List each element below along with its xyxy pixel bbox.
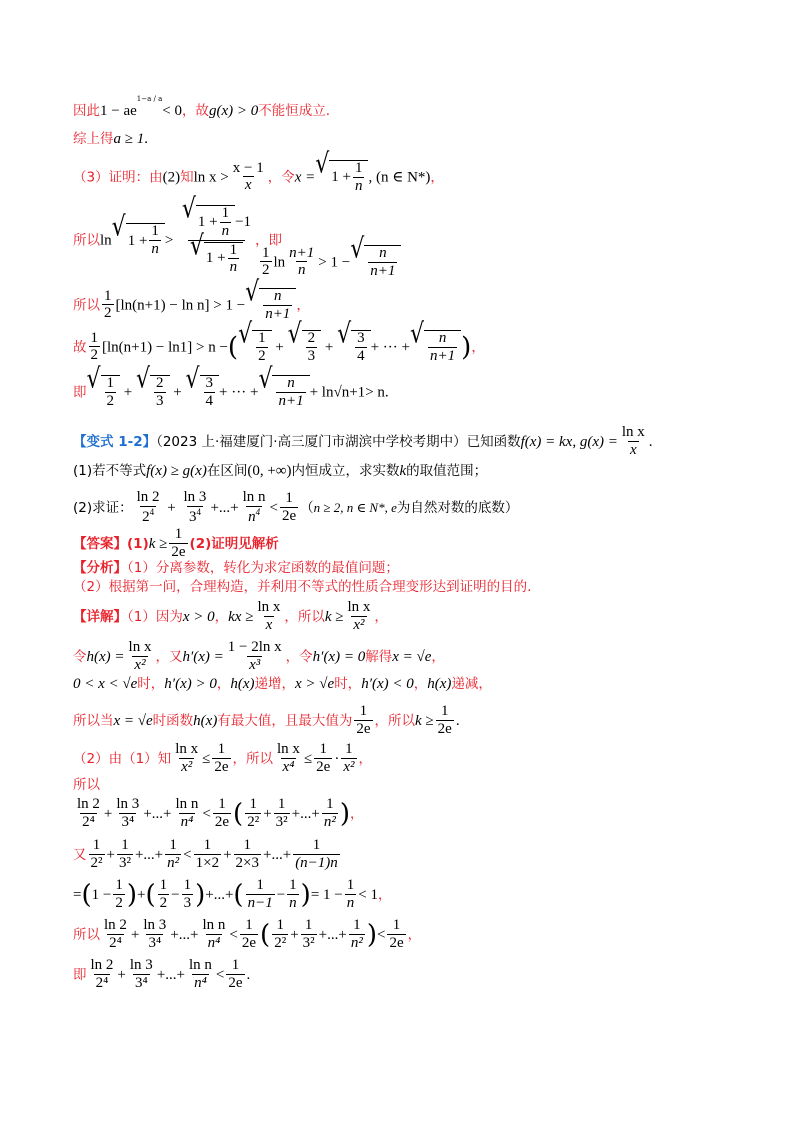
- line-5: $\frac{1}{2}$ ln $\frac{n+1}{n}$ > 1 − √ n n+1: [258, 245, 401, 280]
- answer: 【答案】(1)k ≥ $\frac{1}{2e}$ (2)证明见解析: [73, 526, 279, 560]
- line-2: 综上得a ≥ 1.: [73, 131, 148, 147]
- line-13: 所以: [73, 777, 100, 793]
- analysis-1: 【分析】（1）分离参数，转化为求定函数的最值问题；: [73, 560, 399, 576]
- line-4: 所以ln √ 1 + $\frac{1}{n}$ > √ 1 + $\frac{1}{n}$ −1 √ 1 + $\frac{1}{n}$ ，即: [73, 193, 283, 276]
- line-17: 所以 $\frac{\ln 2}{\text{2⁴}}$ + $\frac{\ln 3}{\text{3⁴}}$ +...+ $\frac{\text{ln n}}{\text{n⁴}}$ < $\frac{1}{2e}$ ( $\frac{1}{\text{2²}}$ + $\frac{1}{\text{3²}}$ +...+ $\frac{1}{\text{n²}}$ )< $\frac{1}{2e}$ ，: [73, 917, 422, 951]
- line-1: 因此$1 - ae^{1-a / a}< 0$，故g(x) > 0不能恒成立.: [73, 95, 331, 119]
- line-18: 即 $\frac{\ln 2}{\text{2⁴}}$ + $\frac{\ln 3}{\text{3⁴}}$ +...+ $\frac{\text{ln n}}{\text{n⁴}}$ < $\frac{1}{2e}$ .: [73, 957, 251, 991]
- line-3: （3）证明：由(2)知ln x > $\frac{x - 1}{x}$ ，令x = √ 1 + $\frac{1}{n}$ , (n ∈ N*)，: [73, 148, 444, 194]
- line-10: 0 < x < √e时，h′(x) > 0，h(x)递增，x > √e时，h′(x) < 0，h(x)递减，: [73, 676, 492, 692]
- question-1: (1)若不等式f(x) ≥ g(x)在区间(0, +∞)内恒成立，求实数k的取值范围；: [73, 463, 488, 479]
- line-7: 故 $\frac{1}{2}$ [ln(n+1) − ln1] > n −( √ 1 2 + √ 2 3 + √ 3 4 + ··· + √ n n+1 )，: [73, 318, 485, 364]
- detail-1: 【详解】（1）因为x > 0，kx ≥ $\frac{\text{ln x}}{x}$ ，所以k ≥ $\frac{\text{ln x}}{\text{x²}}$ ，: [73, 599, 388, 633]
- line-16: =(1 − $\frac{1}{2}$ )+( $\frac{1}{2}$ − $\frac{1}{3}$ )+...+( $\frac{1}{n-1}$ − $\frac{1}{n}$ )= 1 − $\frac{1}{n}$ < 1，: [73, 877, 392, 911]
- question-2: (2)求证： $\frac{\ln 2}{2^4}$ + $\frac{\ln 3}{3^4}$ +...+ $\frac{\text{ln n}}{n^4}$ < $\frac{1}{2e}$ （n ≥ 2, n ∈ N*, e为自然对数的底数）: [73, 489, 519, 525]
- line-14: $\frac{\ln 2}{\text{2⁴}}$ + $\frac{\ln 3}{\text{3⁴}}$ +...+ $\frac{\text{ln n}}{\text{n⁴}}$ < $\frac{1}{2e}$ ( $\frac{1}{\text{2²}}$ + $\frac{1}{\text{3²}}$ +...+ $\frac{1}{\text{n²}}$ )，: [77, 796, 364, 830]
- line-6: 所以 $\frac{1}{2}$ [ln(n+1) − ln n] > 1 − √ n n+1 ，: [73, 276, 310, 322]
- line-11: 所以当x = √e时函数h(x)有最大值，且最大值为 $\frac{1}{2e}$ ，所以k ≥ $\frac{1}{2e}$ .: [73, 703, 460, 737]
- frac: $\frac{x - 1}{x}$: [232, 159, 264, 194]
- analysis-2: （2）根据第一问，合理构造，并利用不等式的性质合理变形达到证明的目的.: [73, 579, 532, 595]
- sqrt: √ 1 + $\frac{1}{n}$: [315, 160, 368, 195]
- line-8: 即 √ 1 2 + √ 2 3 + √ 3 4 + ··· + √ n n+1 + ln√n+1> n.: [73, 363, 389, 409]
- line-9: 令h(x) = $\frac{\text{ln x}}{\text{x²}}$ ，又h′(x) = $\frac{\text{1 − 2ln x}}{\text{x³}}$ ，令h′(x) = 0解得x = √e，: [73, 639, 445, 673]
- variant-header: 【变式 1-2】（2023 上·福建厦门·高三厦门市湖滨中学校考期中）已知函数f(x) = kx, g(x) = $\frac{\text{ln x}}{x}$ .: [73, 424, 653, 458]
- line-12: （2）由（1）知 $\frac{\text{ln x}}{\text{x²}}$ ≤ $\frac{1}{2e}$ ，所以 $\frac{\text{ln x}}{\text{x⁴}}$ ≤ $\frac{1}{2e}$ · $\frac{1}{\text{x²}}$ ，: [73, 741, 372, 775]
- line-15: 又 $\frac{1}{\text{2²}}$ + $\frac{1}{\text{3²}}$ +...+ $\frac{1}{\text{n²}}$ < $\frac{1}{1\times 2}$ + $\frac{1}{2\times 3}$ +...+ $\frac{1}{(n-1)n}$: [73, 837, 338, 871]
